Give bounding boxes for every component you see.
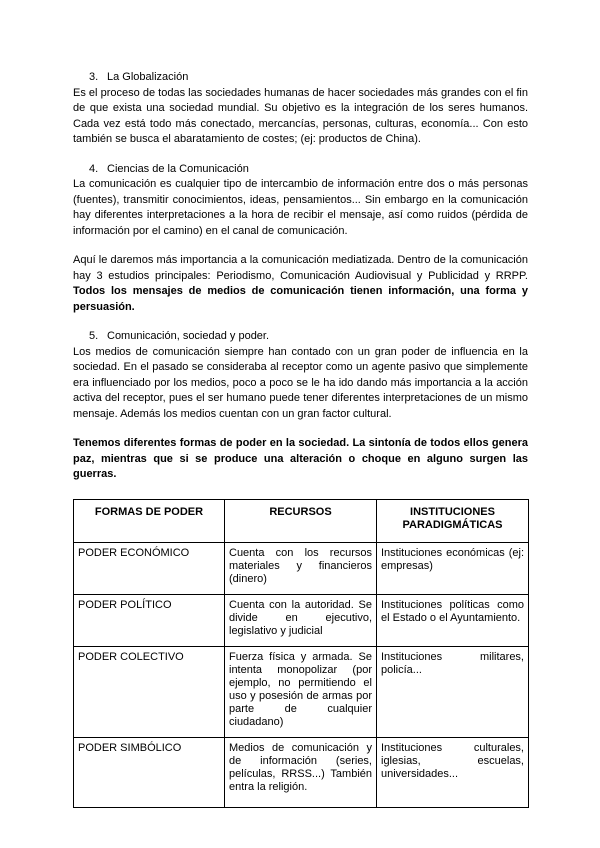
table-row [74, 594, 529, 646]
section-heading-poder [73, 329, 528, 345]
paragraph-globalizacion: Es el proceso de todas las sociedades humanas de hacer sociedades más grandes con el fin de que exista una sociedad mundial. Su objetivo es la integración de los seres humanos. Cada vez está todo más conectado, mercancías, personas, culturas, economía... Con esto también se busca el abaratamiento de costes; (ej: productos de China). [73, 86, 528, 145]
document-page [73, 70, 528, 808]
section-title: La Globalización [107, 71, 189, 83]
table-cell: Instituciones culturales, iglesias, escuelas, universidades... [377, 737, 529, 807]
table-cell: Medios de comunicación y de información (series, películas, RRSS...) También entra la religión. [225, 737, 377, 807]
table-cell: PODER COLECTIVO [74, 646, 225, 737]
table-header-row [74, 499, 529, 542]
powers-table [73, 499, 529, 808]
paragraph-plain-text: Aquí le daremos más importancia a la comunicación mediatizada. Dentro de la comunicación hay 3 estudios principales: Periodismo, Comunicación Audiovisual y Publicidad y RRPP. [73, 254, 528, 282]
table-header-cell: FORMAS DE PODER [74, 499, 225, 542]
section-number: 4. [89, 162, 99, 175]
table-cell: Fuerza física y armada. Se intenta monopolizar (por ejemplo, no permitiendo el uso y posesión de armas por parte de cualquier ciudadano) [225, 646, 377, 737]
table-cell: Cuenta con los recursos materiales y financieros (dinero) [225, 542, 377, 594]
table-header-cell: RECURSOS [225, 499, 377, 542]
paragraph-comunicacion-1: La comunicación es cualquier tipo de intercambio de información entre dos o más personas (fuentes), transmitir conocimientos, ideas, pensamientos... Sin embargo en la comunicación hay diferentes interpretaciones a la hora de recibir el mensaje, así como ruidos (pérdida de información por el camino) en el canal de comunicación. [73, 178, 528, 237]
section-heading-globalizacion [73, 70, 528, 86]
table-cell: Instituciones económicas (ej: empresas) [377, 542, 529, 594]
section-number: 5. [89, 330, 99, 342]
table-cell: Instituciones militares, policía... [377, 646, 529, 737]
paragraph-poder: Los medios de comunicación siempre han contado con un gran poder de influencia en la sociedad. En el pasado se consideraba al receptor como un agente pasivo que simplemente era influenciado por los medios, poco a poco se le ha ido dando más importancia a la acción activa del receptor, pues el ser humano puede tener diferentes interpretaciones de un mismo mensaje. Además los medios cuentan con un gran factor cultural. [73, 345, 528, 420]
table-cell: Cuenta con la autoridad. Se divide en ejecutivo, legislativo y judicial [225, 594, 377, 646]
section-heading-comunicacion [73, 162, 528, 178]
table-header-cell: INSTITUCIONES PARADIGMÁTICAS [377, 499, 529, 542]
table-row [74, 646, 529, 737]
table-cell: Instituciones políticas como el Estado o el Ayuntamiento. [377, 594, 529, 646]
table-row [74, 542, 529, 594]
bold-statement: Tenemos diferentes formas de poder en la sociedad. La sintonía de todos ellos genera paz, mientras que si se produce una alteración o choque en alguno surgen las guerras. [73, 437, 528, 480]
section-number: 3. [89, 71, 99, 83]
table-cell: PODER POLÍTICO [74, 594, 225, 646]
table-cell: PODER ECONÓMICO [74, 542, 225, 594]
table-row [74, 737, 529, 807]
table-cell: PODER SIMBÓLICO [74, 737, 225, 807]
paragraph-comunicacion-2 [73, 253, 528, 315]
section-title: Ciencias de la Comunicación [107, 162, 249, 175]
paragraph-bold-text: Todos los mensajes de medios de comunicación tienen información, una forma y persuasión. [73, 285, 528, 313]
section-title: Comunicación, sociedad y poder. [107, 330, 270, 342]
